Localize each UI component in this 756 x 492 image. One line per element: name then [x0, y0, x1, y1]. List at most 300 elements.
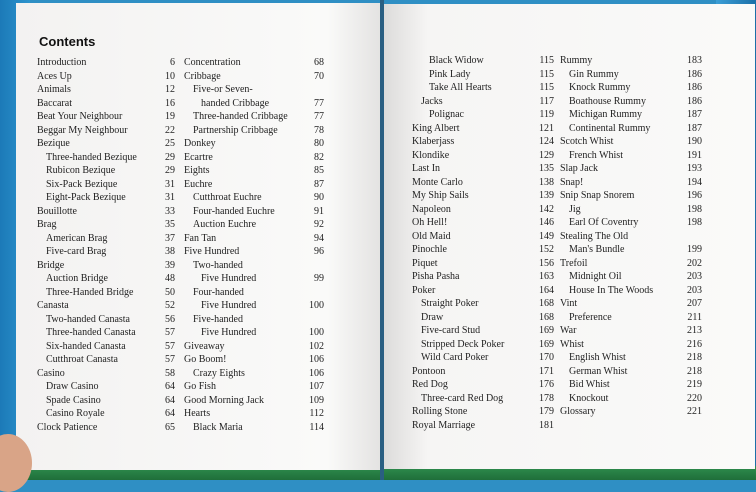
toc-entry-page: 64: [165, 381, 175, 392]
toc-entry: [37, 286, 175, 300]
toc-entry-label: Pisha Pasha: [412, 271, 460, 282]
toc-entry-label: Wild Card Poker: [421, 352, 489, 363]
toc-entry-label: Fan Tan: [184, 232, 217, 244]
toc-entry-label: Bid Whist: [569, 379, 610, 390]
toc-entry-label: Straight Poker: [421, 298, 479, 309]
toc-entry: [37, 124, 175, 138]
toc-entry-page: 10: [165, 70, 175, 82]
toc-entry-page: 109: [309, 394, 324, 406]
toc-entry-page: 48: [165, 273, 175, 284]
toc-entry-page: 183: [687, 55, 702, 66]
toc-entry: [184, 245, 324, 259]
toc-entry-page: 29: [165, 151, 175, 163]
toc-entry-label: Rummy: [560, 55, 593, 66]
toc-entry-page: 6: [170, 57, 175, 68]
toc-entry-page: 169: [539, 338, 554, 350]
toc-entry-page: 124: [539, 136, 554, 147]
toc-entry-page: 50: [165, 286, 175, 298]
toc-entry-label: Continental Rummy: [569, 122, 651, 134]
toc-entry: [37, 205, 175, 219]
toc-entry-page: 78: [314, 124, 324, 136]
toc-entry: [412, 257, 554, 271]
toc-entry-label: Knock Rummy: [569, 82, 631, 93]
toc-entry-label: Five Hundred: [201, 300, 257, 311]
toc-entry-page: 135: [539, 163, 554, 174]
toc-entry-label: Donkey: [184, 138, 216, 149]
toc-entry: [412, 216, 554, 230]
toc-entry-page: 142: [539, 203, 554, 215]
toc-entry-label: Slap Jack: [560, 163, 599, 174]
toc-entry-page: 57: [165, 354, 175, 365]
toc-entry-label: Beggar My Neighbour: [37, 124, 128, 136]
toc-entry-page: 35: [165, 219, 175, 230]
toc-entry-label: Four-handed Euchre: [193, 205, 275, 217]
toc-entry-label: Whist: [560, 338, 584, 350]
toc-entry-page: 146: [539, 217, 554, 228]
toc-entry: [412, 108, 554, 122]
toc-entry-page: 39: [165, 259, 175, 271]
toc-entry-page: 102: [309, 340, 324, 352]
toc-entry-page: 57: [165, 327, 175, 338]
toc-entry-page: 106: [309, 367, 324, 379]
toc-entry-page: 149: [539, 230, 554, 242]
toc-entry-page: 64: [165, 408, 175, 419]
toc-entry: [412, 405, 554, 419]
toc-entry-label: Boathouse Rummy: [569, 95, 646, 107]
toc-entry-page: 115: [539, 55, 554, 66]
toc-entry: [412, 351, 554, 365]
toc-entry-page: 211: [687, 311, 702, 323]
toc-entry-page: 37: [165, 232, 175, 244]
toc-entry-page: 191: [687, 149, 702, 161]
toc-entry: [560, 216, 702, 230]
toc-entry-label: French Whist: [569, 149, 623, 161]
toc-entry-page: 170: [539, 352, 554, 363]
toc-entry-page: 57: [165, 340, 175, 352]
toc-entry-page: 107: [309, 381, 324, 392]
toc-entry-page: 203: [687, 284, 702, 296]
toc-entry-page: 31: [165, 192, 175, 203]
toc-entry: [560, 108, 702, 122]
toc-entry-label: Poker: [412, 284, 436, 296]
toc-entry-page: 187: [687, 109, 702, 120]
toc-entry: [184, 272, 324, 286]
toc-entry-label: Stealing The Old: [560, 230, 629, 242]
toc-entry: [560, 392, 702, 406]
toc-entry-page: 100: [309, 300, 324, 311]
toc-entry: [37, 164, 175, 178]
toc-entry: [560, 162, 702, 176]
toc-entry: [184, 232, 324, 246]
toc-entry-page: 194: [687, 176, 702, 188]
toc-entry-page: 12: [165, 84, 175, 95]
toc-entry: [184, 367, 324, 381]
toc-entry-page: 203: [687, 271, 702, 282]
toc-entry: [412, 122, 554, 136]
toc-entry-label: War: [560, 325, 577, 336]
toc-entry: [412, 297, 554, 311]
toc-entry: [560, 365, 702, 379]
toc-entry-label: Glossary: [560, 406, 596, 417]
toc-entry: [560, 351, 702, 365]
toc-entry: [37, 259, 175, 273]
toc-entry-label: King Albert: [412, 122, 460, 134]
toc-entry-label: Canasta: [37, 300, 69, 311]
toc-entry: [37, 191, 175, 205]
toc-entry-label: Three-handed Bezique: [46, 151, 137, 163]
toc-entry: [412, 176, 554, 190]
toc-entry-label: Piquet: [412, 257, 438, 269]
toc-entry-label: Giveaway: [184, 340, 225, 352]
toc-entry: [412, 230, 554, 244]
toc-entry-page: 96: [314, 246, 324, 257]
toc-entry: [37, 380, 175, 394]
toc-entry: [37, 178, 175, 192]
toc-entry: [412, 135, 554, 149]
toc-entry-label: Draw Casino: [46, 381, 99, 392]
toc-entry-label: Pontoon: [412, 365, 446, 377]
toc-entry-page: 168: [539, 298, 554, 309]
toc-entry-label: Five Hundred: [201, 327, 257, 338]
toc-entry: [184, 110, 324, 124]
toc-entry: [412, 95, 554, 109]
toc-entry: [412, 324, 554, 338]
toc-entry: [412, 284, 554, 298]
toc-entry-label: Ecartre: [184, 151, 213, 163]
toc-entry: [37, 137, 175, 151]
toc-entry: [412, 311, 554, 325]
toc-entry-page: 169: [539, 325, 554, 336]
toc-entry-page: 68: [314, 57, 324, 68]
toc-entry-label: Five Hundred: [184, 246, 240, 257]
toc-entry: [412, 365, 554, 379]
toc-entry-page: 117: [539, 95, 554, 107]
toc-entry-page: 139: [539, 190, 554, 201]
toc-entry-label: Polignac: [429, 109, 464, 120]
toc-entry: [37, 97, 175, 111]
toc-entry-page: 92: [314, 219, 324, 230]
toc-entry-label: Jig: [569, 203, 581, 215]
toc-entry-label: American Brag: [46, 232, 108, 244]
toc-entry-label: Five-card Brag: [46, 246, 107, 257]
toc-entry: [412, 243, 554, 257]
toc-entry-page: 100: [309, 327, 324, 338]
toc-entry-label: Concentration: [184, 57, 241, 68]
toc-entry: [37, 272, 175, 286]
toc-entry-page: 179: [539, 406, 554, 417]
toc-entry: [184, 326, 324, 340]
toc-entry: [37, 407, 175, 421]
toc-entry-page: 186: [687, 82, 702, 93]
toc-entry-label: Five-or Seven-: [193, 84, 253, 95]
toc-entry: [560, 95, 702, 109]
toc-entry: [37, 232, 175, 246]
toc-entry: [412, 203, 554, 217]
toc-entry: [412, 149, 554, 163]
toc-entry-page: 207: [687, 298, 702, 309]
toc-entry-label: Casino: [37, 367, 65, 379]
toc-entry-label: House In The Woods: [569, 284, 654, 296]
toc-entry: [37, 313, 175, 327]
toc-entry-label: Klondike: [412, 149, 450, 161]
toc-entry-page: 186: [687, 95, 702, 107]
toc-entry-label: Napoleon: [412, 203, 451, 215]
toc-entry: [412, 419, 554, 433]
toc-entry-page: 168: [539, 311, 554, 323]
toc-entry-label: Midnight Oil: [569, 271, 622, 282]
toc-entry-label: Six-Pack Bezique: [46, 178, 118, 190]
toc-entry-label: Last In: [412, 163, 441, 174]
toc-entry-page: 56: [165, 313, 175, 325]
toc-entry: [412, 162, 554, 176]
toc-entry: [560, 135, 702, 149]
toc-entry-page: 187: [687, 122, 702, 134]
toc-entry: [37, 70, 175, 84]
toc-entry: [560, 284, 702, 298]
toc-entry-page: 112: [309, 408, 324, 419]
toc-entry-label: Casino Royale: [46, 408, 105, 419]
toc-entry: [560, 338, 702, 352]
toc-entry-label: Go Boom!: [184, 354, 227, 365]
toc-entry-page: 216: [687, 338, 702, 350]
toc-entry-page: 64: [165, 394, 175, 406]
toc-entry-label: Crazy Eights: [193, 367, 245, 379]
toc-entry-page: 129: [539, 149, 554, 161]
toc-entry-label: Bridge: [37, 259, 65, 271]
toc-entry-label: Scotch Whist: [560, 136, 614, 147]
toc-entry: [184, 380, 324, 394]
toc-entry-page: 119: [539, 109, 554, 120]
toc-entry-label: Rubicon Bezique: [46, 165, 116, 176]
toc-entry-label: Two-handed: [193, 259, 243, 271]
toc-entry-page: 171: [539, 365, 554, 377]
toc-entry-page: 178: [539, 392, 554, 404]
toc-entry: [412, 54, 554, 68]
toc-entry: [184, 70, 324, 84]
toc-entry-page: 29: [165, 165, 175, 176]
toc-entry-label: Cribbage: [184, 70, 221, 82]
toc-entry-label: Knockout: [569, 392, 609, 404]
toc-entry-page: 31: [165, 178, 175, 190]
toc-entry: [560, 311, 702, 325]
toc-entry: [412, 189, 554, 203]
toc-entry-label: Five Hundred: [201, 273, 257, 284]
toc-entry: [184, 421, 324, 435]
toc-entry-page: 91: [314, 205, 324, 217]
toc-entry-label: Red Dog: [412, 379, 448, 390]
toc-entry: [37, 394, 175, 408]
toc-entry-label: Eights: [184, 165, 210, 176]
toc-entry: [184, 286, 324, 300]
toc-entry-page: 115: [539, 82, 554, 93]
toc-entry-label: Three-handed Canasta: [46, 327, 136, 338]
toc-entry-page: 218: [687, 352, 702, 363]
toc-entry: [560, 405, 702, 419]
toc-entry-label: Black Maria: [193, 421, 243, 433]
toc-entry-label: Four-handed: [193, 286, 244, 298]
toc-entry-page: 213: [687, 325, 702, 336]
toc-entry-page: 198: [687, 217, 702, 228]
toc-entry-page: 106: [309, 354, 324, 365]
toc-entry: [184, 259, 324, 273]
toc-entry: [560, 230, 702, 244]
toc-entry-page: 99: [314, 273, 324, 284]
toc-entry: [560, 297, 702, 311]
toc-entry: [37, 83, 175, 97]
toc-entry-page: 220: [687, 392, 702, 404]
toc-entry-page: 94: [314, 232, 324, 244]
toc-entry-label: Six-handed Canasta: [46, 340, 126, 352]
toc-entry-label: Partnership Cribbage: [193, 124, 278, 136]
toc-entry: [412, 81, 554, 95]
toc-entry: [37, 151, 175, 165]
toc-entry: [37, 353, 175, 367]
toc-entry-page: 70: [314, 70, 324, 82]
toc-entry-label: Cutthroat Euchre: [193, 192, 262, 203]
toc-entry-page: 164: [539, 284, 554, 296]
toc-entry-label: Take All Hearts: [429, 82, 492, 93]
toc-entry-label: Pink Lady: [429, 68, 471, 80]
toc-entry-label: Clock Patience: [37, 421, 98, 433]
toc-entry: [184, 205, 324, 219]
toc-entry-page: 80: [314, 138, 324, 149]
toc-entry-page: 115: [539, 68, 554, 80]
toc-entry-page: 90: [314, 192, 324, 203]
toc-entry-label: Three-handed Cribbage: [193, 111, 288, 122]
toc-entry: [184, 137, 324, 151]
toc-entry: [184, 299, 324, 313]
toc-entry: [560, 243, 702, 257]
toc-entry-page: 16: [165, 97, 175, 109]
toc-entry-page: 22: [165, 124, 175, 136]
toc-entry: [184, 191, 324, 205]
toc-entry-page: 52: [165, 300, 175, 311]
toc-entry: [560, 324, 702, 338]
toc-entry-label: Michigan Rummy: [569, 109, 643, 120]
toc-entry: [560, 122, 702, 136]
toc-entry-page: 156: [539, 257, 554, 269]
toc-entry: [412, 392, 554, 406]
toc-entry-page: 152: [539, 244, 554, 255]
toc-entry: [37, 56, 175, 70]
toc-entry-label: Good Morning Jack: [184, 394, 264, 406]
toc-entry-label: Klaberjass: [412, 136, 455, 147]
toc-entry-label: Five-handed: [193, 313, 243, 325]
toc-entry-page: 193: [687, 163, 702, 174]
toc-entry-page: 85: [314, 165, 324, 176]
toc-entry-label: Jacks: [421, 95, 443, 107]
toc-entry-label: German Whist: [569, 365, 628, 377]
toc-entry-label: Old Maid: [412, 230, 451, 242]
toc-entry-label: Black Widow: [429, 55, 484, 66]
toc-entry-label: Stripped Deck Poker: [421, 338, 505, 350]
toc-entry: [184, 313, 324, 327]
toc-entry-label: Vint: [560, 298, 578, 309]
toc-entry-page: 176: [539, 379, 554, 390]
toc-entry-page: 77: [314, 111, 324, 122]
toc-entry: [184, 83, 324, 97]
toc-entry-page: 186: [687, 68, 702, 80]
toc-entry: [412, 270, 554, 284]
toc-entry-label: Man's Bundle: [569, 244, 625, 255]
toc-entry-label: Oh Hell!: [412, 217, 448, 228]
toc-entry-page: 199: [687, 244, 702, 255]
toc-entry-page: 121: [539, 122, 554, 134]
toc-entry: [184, 178, 324, 192]
toc-entry-label: Pinochle: [412, 244, 447, 255]
toc-entry: [37, 340, 175, 354]
toc-entry: [560, 189, 702, 203]
toc-entry: [560, 270, 702, 284]
toc-entry: [412, 68, 554, 82]
toc-entry-page: 190: [687, 136, 702, 147]
toc-entry-label: Trefoil: [560, 257, 588, 269]
toc-entry-label: Bouillotte: [37, 205, 77, 217]
toc-entry: [184, 56, 324, 70]
toc-entry-page: 163: [539, 271, 554, 282]
toc-entry-page: 138: [539, 176, 554, 188]
toc-entry-label: Eight-Pack Bezique: [46, 192, 126, 203]
toc-entry-page: 114: [309, 421, 324, 433]
toc-entry: [560, 176, 702, 190]
toc-entry: [184, 151, 324, 165]
toc-entry-label: Bezique: [37, 138, 70, 149]
toc-entry-page: 87: [314, 178, 324, 190]
toc-entry: [560, 81, 702, 95]
toc-entry-page: 219: [687, 379, 702, 390]
toc-entry-label: handed Cribbage: [201, 97, 270, 109]
toc-entry-label: Cutthroat Canasta: [46, 354, 118, 365]
toc-entry-label: Draw: [421, 311, 444, 323]
toc-entry-label: Beat Your Neighbour: [37, 111, 123, 122]
toc-entry-label: Gin Rummy: [569, 68, 619, 80]
toc-entry-page: 77: [314, 97, 324, 109]
toc-entry: [412, 338, 554, 352]
toc-entry-label: Aces Up: [37, 70, 72, 82]
toc-entry: [560, 149, 702, 163]
toc-entry-page: 25: [165, 138, 175, 149]
toc-entry: [560, 203, 702, 217]
toc-entry-label: Two-handed Canasta: [46, 313, 130, 325]
toc-entry-label: Earl Of Coventry: [569, 217, 639, 228]
toc-entry: [184, 353, 324, 367]
toc-entry: [184, 407, 324, 421]
toc-entry: [184, 340, 324, 354]
toc-entry: [412, 378, 554, 392]
contents-title: Contents: [39, 34, 96, 49]
toc-entry: [560, 68, 702, 82]
toc-entry-label: Hearts: [184, 408, 211, 419]
toc-entry-label: Auction Bridge: [46, 273, 108, 284]
toc-entry: [560, 54, 702, 68]
toc-entry: [37, 299, 175, 313]
toc-entry: [37, 110, 175, 124]
toc-entry-label: Brag: [37, 219, 57, 230]
toc-entry-page: 198: [687, 203, 702, 215]
toc-entry: [184, 97, 324, 111]
toc-entry: [184, 124, 324, 138]
toc-entry-label: English Whist: [569, 352, 626, 363]
toc-entry-label: Monte Carlo: [412, 176, 463, 188]
toc-entry: [37, 218, 175, 232]
toc-entry-label: Baccarat: [37, 97, 72, 109]
toc-entry-page: 38: [165, 246, 175, 257]
toc-entry-label: Rolling Stone: [412, 406, 468, 417]
toc-entry-label: Animals: [37, 84, 71, 95]
toc-entry-page: 218: [687, 365, 702, 377]
toc-entry-label: Three-card Red Dog: [421, 392, 504, 404]
toc-entry-page: 221: [687, 406, 702, 417]
